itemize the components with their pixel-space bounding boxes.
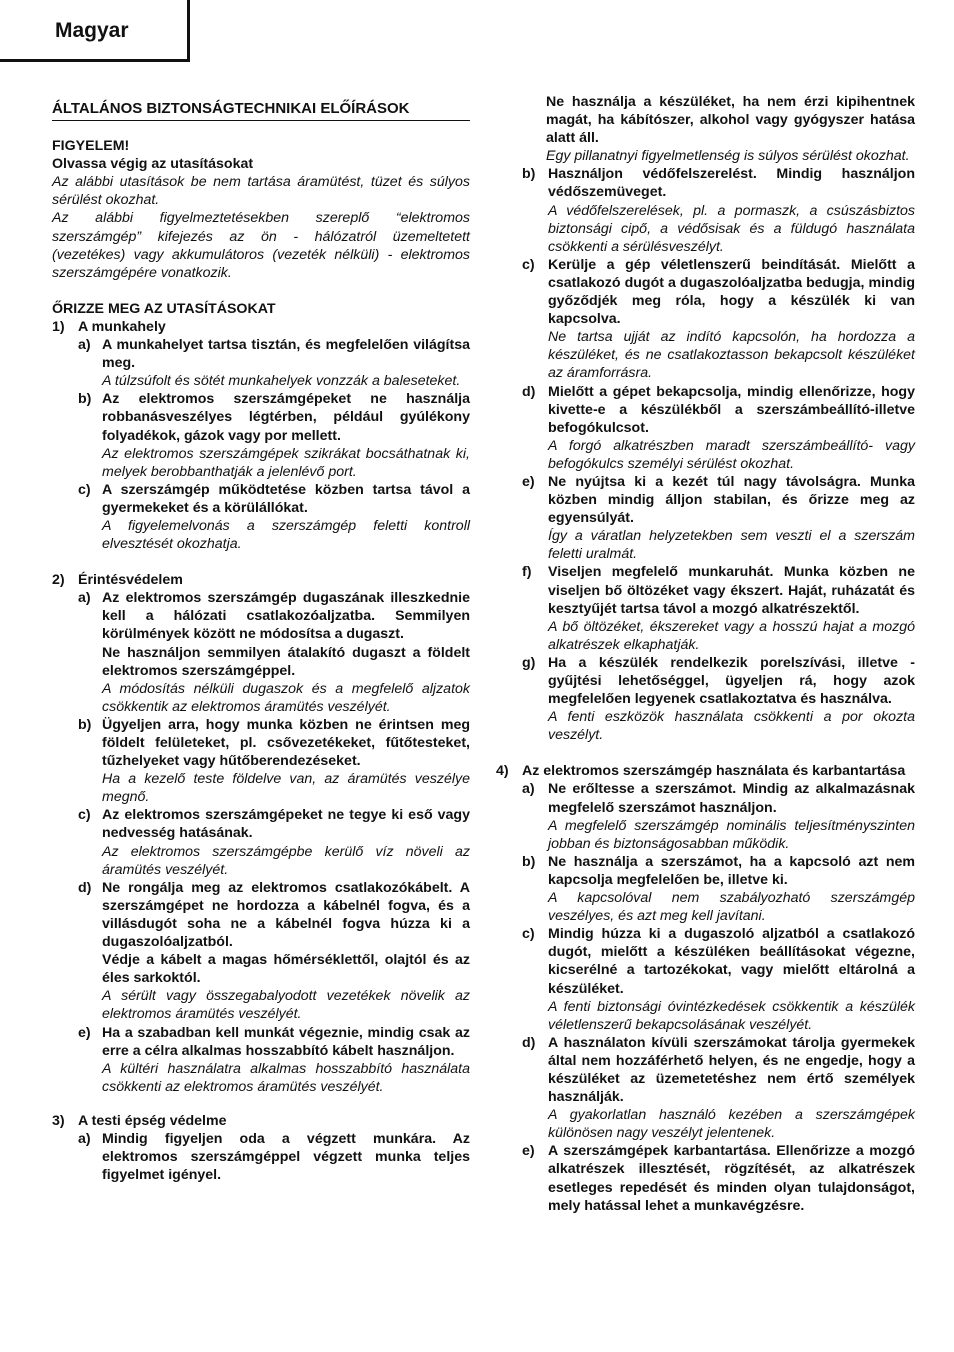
list-item: b) Ügyeljen arra, hogy munka közben ne érintsen meg földelt felületeket, pl. csővezetékeket, fűtőtesteket, tűzhelyeket vagy hűtőberendezéseket. Ha a kezelő teste földelve van, az áramütés veszélye megnő. xyxy=(78,716,470,806)
list-item: a) Az elektromos szerszámgép dugaszának illeszkednie kell a hálózati csatlakozóaljzatba. Semmilyen körülmények között ne módosítsa a dugaszt. Ne használjon semmilyen átalakító dugaszt a földelt elektromos szerszámgéppel. A módosítás nélküli dugaszok és a megfelelő aljzatok csökkentik az elektromos áramütés veszélyét. xyxy=(78,590,470,715)
list-item: d) Mielőtt a gépet bekapcsolja, mindig ellenőrizze, hogy kivette-e a készülékből a szerszámbeállító-illetve befogókulcsot. A forgó alkatrészben maradt szerszámbeállító- vagy befogókulcs személyi sérülést okozhat. xyxy=(522,383,915,472)
list-item: e) Ha a szabadban kell munkát végeznie, mindig csak az erre a célra alkalmas hosszabbító kábelt használjon. A kültéri használatra alkalmas hosszabbító használata csökkenti az elektromos áramütés veszélyét. xyxy=(78,1024,470,1095)
list-item: e) A szerszámgépek karbantartása. Ellenőrizze a mozgó alkatrészek illesztését, rögzítését, az alkatrészek esetleges repedését és minden olyan tulajdonságot, mely hatással lehet a munkavégzésre. xyxy=(522,1143,915,1214)
keep-instructions-title: ŐRIZZE MEG AZ UTASÍTÁSOKAT xyxy=(52,300,276,317)
section-3-title: 3) A testi épség védelme xyxy=(52,1112,227,1129)
warning-title: FIGYELEM! xyxy=(52,138,130,155)
list-item-continuation: Ne használja a készüléket, ha nem érzi kipihentnek magát, ha kábítószer, alkohol vagy gyógyszer hatása alatt áll. Egy pillanatnyi figyelmetlenség is súlyos sérülést okozhat. xyxy=(546,94,915,165)
section-4-title: 4) Az elektromos szerszámgép használata és karbantartása xyxy=(496,763,906,780)
list-item: f) Viseljen megfelelő munkaruhát. Munka közben ne viseljen bő öltözéket vagy ékszert. Haját, ruházatát és kesztyűjét tartsa távol a mozgó alkatrészektől. A bő öltözéket, ékszereket vagy a hosszú hajat a mozgó alkatrészek elkaphatják. xyxy=(522,564,915,653)
list-item: e) Ne nyújtsa ki a kezét túl nagy távolságra. Munka közben mindig álljon stabilan, és őrizze meg az egyensúlyát. Így a váratlan helyzetekben sem veszti el a szerszám feletti uralmát. xyxy=(522,473,915,563)
list-item: c) Az elektromos szerszámgépeket ne tegye ki eső vagy nedvesség hatásának. Az elektromos szerszámgépbe kerülő víz növeli az áramütés veszélyét. xyxy=(78,807,470,878)
list-item: a) Mindig figyeljen oda a végzett munkára. Az elektromos szerszámgéppel végzett munka teljes figyelmet igényel. xyxy=(78,1130,470,1184)
list-item: c) A szerszámgép működtetése közben tartsa távol a gyermekeket és a körülállókat. A figyelemelvonás a szerszámgép feletti kontroll elvesztését okozhatja. xyxy=(78,481,470,553)
section-1-title: 1) A munkahely xyxy=(52,318,166,335)
language-label: Magyar xyxy=(55,19,129,42)
list-item: c) Mindig húzza ki a dugaszoló aljzatból a csatlakozó dugót, mielőtt a készüléken beállításokat végezne, kicserélné a tartozékokat, vagy mielőtt eltárolná a készüléket. A fenti biztonsági óvintézkedések csökkentik a készülék véletlenszerű bekapcsolásának veszélyét. xyxy=(522,926,915,1033)
list-item: a) Ne erőltesse a szerszámot. Mindig az alkalmazásnak megfelelő szerszámot használjon. A megfelelő szerszámgép nominális teljesítményszinten jobban és biztonságosabban működik. xyxy=(522,781,915,852)
list-item: d) Ne rongálja meg az elektromos csatlakozókábelt. A szerszámgépet ne hordozza a kábelnél fogva, és a villásdugót soha ne a kábelnél fogva húzza ki a dugaszolóaljzatból. Védje a kábelt a magas hőmérséklettől, olajtól és az éles sarkoktól. A sérült vagy összegabalyodott vezetékek növelik az elektromos áramütés veszélyét. xyxy=(78,879,470,1023)
read-instructions-title: Olvassa végig az utasításokat xyxy=(52,156,254,173)
list-item: b) Ne használja a szerszámot, ha a kapcsoló azt nem kapcsolja megfelelően be, illetve ki. A kapcsolóval nem szabályozható szerszámgép veszélyes, és azt meg kell javítani. xyxy=(522,853,915,925)
list-item: b) Használjon védőfelszerelést. Mindig használjon védőszemüveget. A védőfelszerelések, pl. a pormaszk, a csúszásbiztos biztonsági cipő, a védősisak és a füldugó használata csökkenti a sérülésveszélyt. xyxy=(522,166,915,255)
left-column xyxy=(52,100,470,1184)
list-item: g) Ha a készülék rendelkezik porelszívási, illetve -gyűjtési lehetőséggel, ügyeljen rá, hogy azok megfelelően legyenek csatlakoztatva és használva. A fenti eszközök használata csökkenti a por okozta veszélyt. xyxy=(522,654,915,744)
section-heading: ÁLTALÁNOS BIZTONSÁGTECHNIKAI ELŐÍRÁSOK xyxy=(52,100,470,121)
section-2-title: 2) Érintésvédelem xyxy=(52,572,183,589)
list-item: d) A használaton kívüli szerszámokat tárolja gyermekek által nem hozzáférhető helyen, és ne engedje, hogy a készüléket az üzemetetéshez nem értő személyek használják. A gyakorlatlan használó kezében a szerszámgépek különösen nagy veszélyt jelentenek. xyxy=(522,1034,915,1142)
list-item: b) Az elektromos szerszámgépeket ne használja robbanásveszélyes légtérben, például gyúlékony folyadékok, gázok vagy por mellett. Az elektromos szerszámgépek szikrákat bocsáthatnak ki, melyek berobbanthatják a jelenlévő port. xyxy=(78,391,470,480)
intro-paragraph-2: Az alábbi figyelmeztetésekben szereplő “elektromos szerszámgép” kifejezés az ön - hálózatról üzemeltetett (vezetékes) vagy akkumulátoros (vezeték nélküli) - elektromos szerszámgépére vonatkozik. xyxy=(52,210,470,281)
list-item: c) Kerülje a gép véletlenszerű beindítását. Mielőtt a csatlakozó dugót a dugaszolóaljzatba bedugja, mindig győződjék meg róla, hogy a készülék ki van kapcsolva. Ne tartsa ujját az indító kapcsolón, ha hordozza a készüléket, és ne csatlakoztasson bekapcsolt készüléket az áramforrásra. xyxy=(522,256,915,382)
intro-paragraph-1: Az alábbi utasítások be nem tartása áramütést, tüzet és súlyos sérülést okozhat. xyxy=(52,174,470,209)
language-tab xyxy=(0,0,190,62)
right-column xyxy=(496,93,915,1215)
list-item: a) A munkahelyet tartsa tisztán, és megfelelően világítsa meg. A túlzsúfolt és sötét munkahelyek vonzzák a baleseteket. xyxy=(78,337,470,390)
